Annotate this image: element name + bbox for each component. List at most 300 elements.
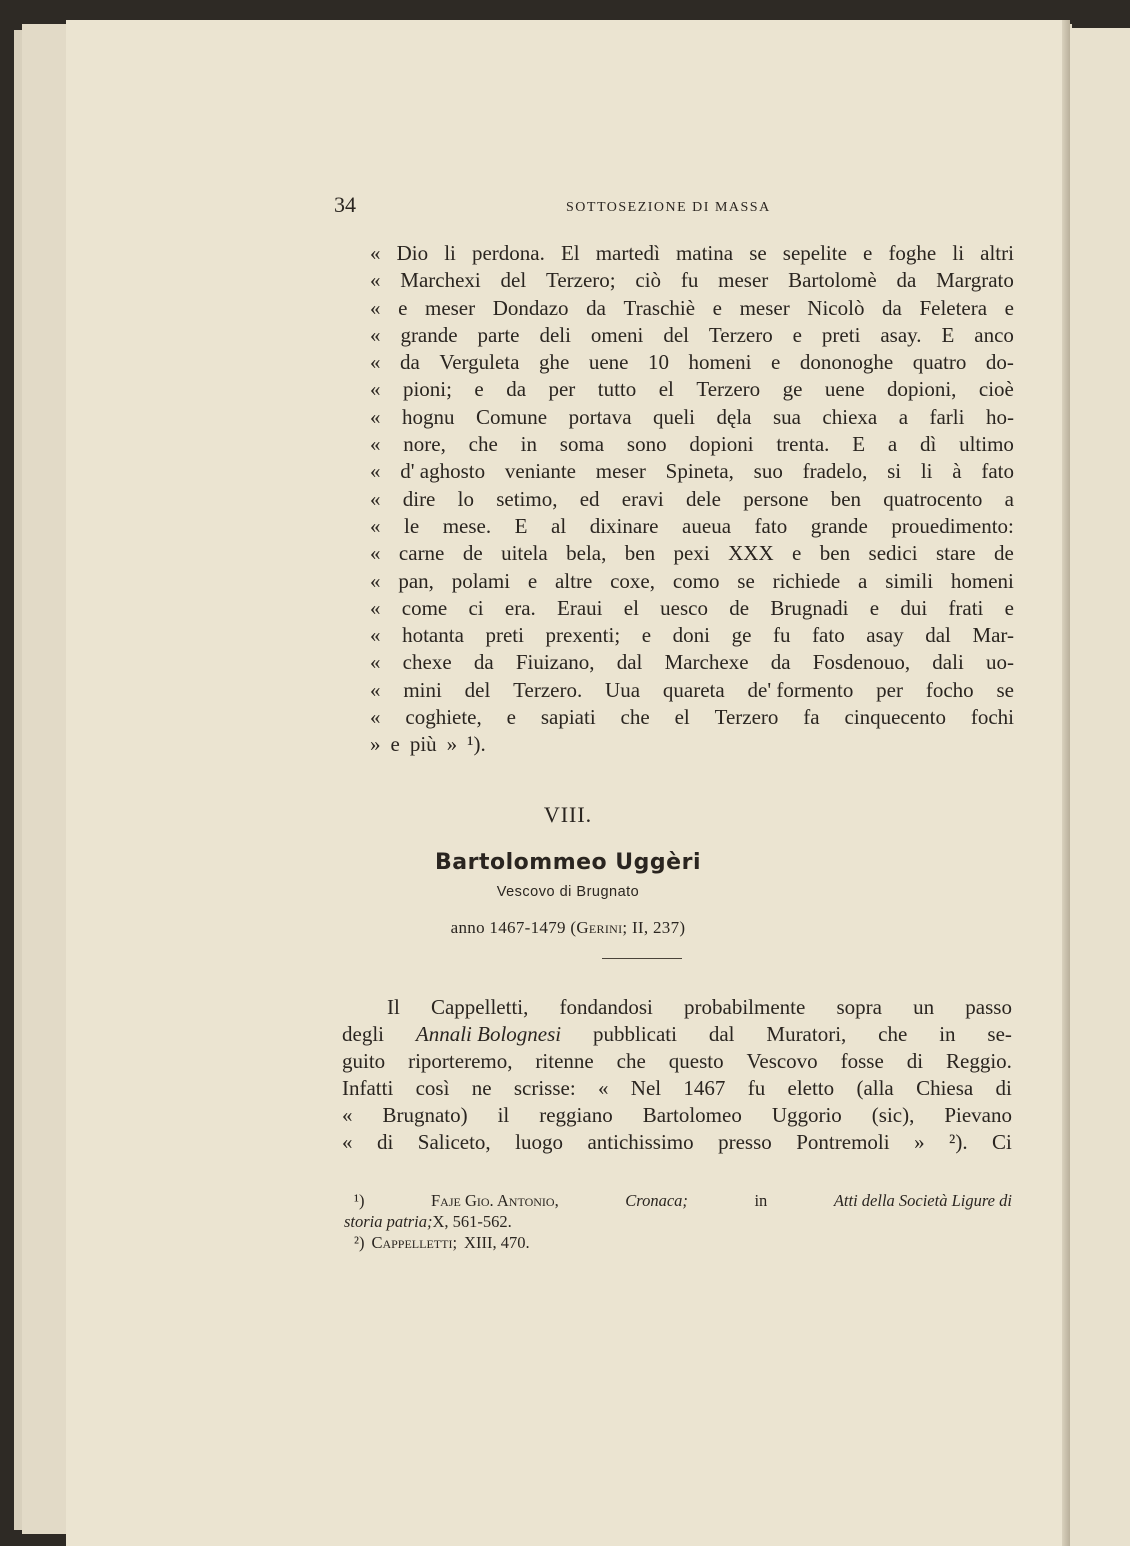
word: mese. [442, 513, 492, 538]
word: un [913, 995, 935, 1019]
word: così [415, 1076, 450, 1100]
word: ho- [985, 404, 1014, 429]
quote-line [370, 376, 1014, 403]
word: coxe, [610, 568, 656, 593]
word: coghiete, [405, 705, 482, 730]
word: probabilmente [684, 995, 806, 1019]
word: frati [948, 595, 984, 620]
word: Terzero [696, 377, 761, 402]
word: a [887, 432, 898, 457]
word: sepelite [782, 241, 847, 265]
word: sono [626, 432, 667, 457]
word: e [474, 377, 484, 402]
word: XXX [728, 541, 774, 566]
word: omeni [590, 322, 644, 347]
word: Terzero [708, 322, 773, 347]
word: quatro [912, 350, 967, 375]
word: altre [554, 568, 593, 593]
word: « [370, 322, 381, 347]
word: setimo, [496, 486, 558, 511]
word: Eraui [557, 595, 603, 620]
word: « [370, 623, 381, 648]
word: bela, [566, 541, 607, 566]
word: « [370, 404, 381, 429]
word: meser [595, 459, 646, 484]
word: che [616, 1049, 646, 1073]
word: aueua [682, 513, 732, 538]
word: simili [885, 568, 934, 593]
quote-line [370, 458, 1014, 485]
word: li [920, 459, 933, 484]
word: Terzero. [513, 677, 583, 702]
paragraph-line [342, 1048, 1012, 1075]
quote-line [370, 595, 1014, 622]
word: sedici [868, 541, 918, 566]
word: Brugnato) [382, 1103, 468, 1127]
bishop-dates: anno 1467-1479 (Gerini; II, 237) [450, 918, 686, 937]
word: foghe [888, 241, 937, 265]
section-divider [602, 958, 682, 959]
word: dali [932, 650, 964, 675]
word: asay [866, 623, 904, 648]
word: chiexa [822, 404, 878, 429]
running-head [66, 192, 1070, 222]
word: Infatti [342, 1076, 394, 1100]
word: e [506, 705, 516, 730]
word: e [712, 295, 722, 320]
word: in [520, 432, 537, 457]
word: polami [451, 568, 511, 593]
page-gutter-shadow [1062, 20, 1070, 1546]
word: Bartolomeo [642, 1103, 742, 1127]
word: » [370, 732, 381, 757]
word: d' aghosto [400, 459, 486, 484]
word: Ci [992, 1130, 1012, 1154]
word: Brugnadi [770, 595, 849, 620]
word: Terzero; [545, 268, 616, 293]
word: guito [342, 1049, 386, 1073]
word: richiede [772, 568, 841, 593]
word: Verguleta [439, 350, 520, 375]
word: « [370, 295, 381, 320]
footnote-1: ¹) Faje Gio. Antonio, Cronaca; in Atti della Società Ligure di [354, 1191, 1012, 1210]
word: era. [504, 595, 536, 620]
word: dęla [716, 404, 752, 429]
word: ghe [538, 350, 570, 375]
paragraph-line [342, 994, 1012, 1021]
word: fosse [840, 1049, 884, 1073]
word: como [672, 568, 720, 593]
word: E [852, 432, 866, 457]
word: focho [925, 677, 974, 702]
word: stare [935, 541, 976, 566]
word: del [500, 268, 527, 293]
word: « [370, 595, 381, 620]
word: « [597, 1076, 609, 1100]
word: 1467 [683, 1076, 726, 1100]
word: antichissimo [587, 1130, 694, 1154]
word: Dio [396, 241, 429, 265]
word: pioni; [402, 377, 452, 402]
word: ultimo [959, 432, 1014, 457]
word: a [898, 404, 909, 429]
word: Cappelletti, [430, 995, 529, 1019]
word: altri [980, 241, 1014, 265]
word: da [473, 650, 494, 675]
word: Spineta, [665, 459, 734, 484]
word: e [771, 350, 781, 375]
word: chexe [402, 650, 452, 675]
word: da [586, 295, 606, 320]
word: queli [653, 404, 696, 429]
word: Feletera [919, 295, 988, 320]
footnote-2: ²) Cappelletti; XIII, 470. [354, 1233, 530, 1252]
word: e [1004, 595, 1014, 620]
word: uitela [501, 541, 548, 566]
quote-line [370, 295, 1014, 322]
word: el [674, 705, 690, 730]
word: dui [900, 595, 928, 620]
footnote-1-continued: storia patria; X, 561-562. [344, 1212, 512, 1231]
word: fondandosi [559, 995, 653, 1019]
word: dopioni [689, 432, 754, 457]
word: « [370, 268, 381, 293]
quote-line [370, 568, 1014, 595]
word: E [514, 513, 528, 538]
word: se- [987, 1022, 1012, 1046]
word: Pievano [944, 1103, 1012, 1127]
word: da [506, 377, 527, 402]
word: nore, [403, 432, 446, 457]
word: dele [685, 486, 721, 511]
word: Pontremoli [796, 1130, 890, 1154]
word: Muratori, [766, 1022, 847, 1046]
quote-line [370, 431, 1014, 458]
quote-line [370, 322, 1014, 349]
word: grande [810, 513, 868, 538]
word: li [952, 241, 965, 265]
word: anco [974, 322, 1014, 347]
word: preti [821, 322, 861, 347]
word: grande [400, 322, 458, 347]
word: e [641, 623, 652, 648]
word: fradelo, [802, 459, 868, 484]
bishop-subtitle: Vescovo di Brugnato [496, 884, 640, 900]
word: Mar- [972, 623, 1014, 648]
word: E [941, 322, 955, 347]
word: asay. [880, 322, 922, 347]
word: da [896, 268, 917, 293]
word: Vescovo [746, 1049, 818, 1073]
word: Fiuizano, [515, 650, 595, 675]
word: soma [559, 432, 605, 457]
word: ne [471, 1076, 492, 1100]
word: e [1004, 295, 1014, 320]
word: Reggio. [946, 1049, 1012, 1073]
word: matina [675, 241, 734, 265]
word: del [464, 677, 491, 702]
bishop-name-heading: Bartolommeo Uggèri [435, 850, 701, 875]
word: luogo [515, 1130, 563, 1154]
word: el [623, 595, 639, 620]
word: homeni [688, 350, 752, 375]
dates-author: Gerini [576, 918, 623, 937]
word: de [994, 541, 1014, 566]
word: a [858, 568, 868, 593]
word: uene [588, 350, 629, 375]
word: quatrocento [883, 486, 983, 511]
word: doni [672, 623, 710, 648]
word: homeni [950, 568, 1014, 593]
word: « [370, 650, 381, 675]
quote-line [370, 513, 1014, 540]
running-title: SOTTOSEZIONE DI MASSA [566, 200, 771, 215]
word: il [497, 1103, 510, 1127]
word: del [663, 322, 689, 347]
word: dal [925, 623, 951, 648]
section-number: VIII. [543, 802, 593, 827]
word: persone [743, 486, 809, 511]
word: « [370, 513, 381, 538]
word: pubblicati [593, 1022, 677, 1046]
paragraph-line: degli Annali Bolognesi pubblicati dal Muratori, che in se- [342, 1022, 1012, 1046]
word: do- [985, 350, 1014, 375]
word: Il [387, 995, 400, 1019]
word: e [398, 295, 408, 320]
italic-title: Annali Bolognesi [415, 1022, 562, 1046]
word: che [620, 705, 650, 730]
word: « [370, 241, 381, 265]
word: presso [718, 1130, 772, 1154]
word: Nel [630, 1076, 662, 1100]
word: passo [965, 995, 1012, 1019]
word: ben [819, 541, 851, 566]
book-page [66, 20, 1070, 1546]
word: ben [624, 541, 656, 566]
word: uo- [985, 650, 1014, 675]
word: preti [485, 623, 524, 648]
word: li [444, 241, 456, 265]
word: dopioni, [887, 377, 957, 402]
quote-line [370, 540, 1014, 567]
word: prouedimento: [891, 513, 1014, 538]
word: fato [981, 459, 1014, 484]
word: che [878, 1022, 908, 1046]
word: » [446, 732, 458, 757]
word: Chiesa [916, 1076, 974, 1100]
word: fato [754, 513, 788, 538]
quote-line [370, 404, 1014, 431]
word: come [401, 595, 448, 620]
word: Uua [605, 677, 641, 702]
word: El [560, 241, 580, 265]
word: portava [568, 404, 632, 429]
word: uesco [660, 595, 708, 620]
word: deli [539, 322, 571, 347]
word: questo [668, 1049, 724, 1073]
word: tutto [597, 377, 637, 402]
word: ci [468, 595, 484, 620]
word: e [527, 568, 538, 593]
word: a [1004, 486, 1014, 511]
word: ciò [635, 268, 662, 293]
word: Uggorio [771, 1103, 842, 1127]
word: Bartolomè [788, 268, 877, 293]
word: da [400, 350, 420, 375]
word: meser [739, 295, 790, 320]
word: trenta. [776, 432, 830, 457]
word: dal [708, 1022, 735, 1046]
word: si [887, 459, 902, 484]
word: prexenti; [545, 623, 621, 648]
word: » [914, 1130, 925, 1154]
word: à [952, 459, 962, 484]
word: mini [403, 677, 442, 702]
word: ¹). [467, 732, 486, 757]
paragraph-line [342, 1075, 1012, 1102]
word: pexi [673, 541, 710, 566]
quote-line [370, 622, 1014, 649]
word: fochi [970, 705, 1014, 730]
word: carne [398, 541, 445, 566]
word: Nicolò [807, 295, 865, 320]
word: ²). [949, 1130, 968, 1154]
word: suo [753, 459, 783, 484]
word: di [995, 1076, 1012, 1100]
word: sopra [836, 995, 882, 1019]
word: Terzero [714, 705, 779, 730]
word: dal [616, 650, 643, 675]
word: hotanta [402, 623, 464, 648]
word: da [882, 295, 902, 320]
quote-line [370, 349, 1014, 376]
word: più [409, 732, 437, 757]
quote-line [370, 677, 1014, 704]
word: hognu [401, 404, 455, 429]
word: de' formento [747, 677, 854, 702]
word: « [370, 705, 381, 730]
word: « [370, 459, 381, 484]
word: Traschiè [623, 295, 696, 320]
word: martedì [595, 241, 660, 265]
word: « [342, 1103, 353, 1127]
quote-line [370, 704, 1014, 731]
word: de [729, 595, 750, 620]
word: « [370, 350, 381, 375]
word: riporteremo, [408, 1049, 513, 1073]
body-paragraph [342, 994, 1012, 1156]
word: « [370, 677, 381, 702]
paragraph-line [342, 1129, 1012, 1156]
word: Fosdenouo, [812, 650, 911, 675]
word: farli [929, 404, 965, 429]
word: fa [803, 705, 820, 730]
word: (sic), [871, 1103, 915, 1127]
word: Marchexi [400, 268, 481, 293]
word: per [876, 677, 903, 702]
word: « [342, 1130, 353, 1154]
word: se [737, 568, 755, 593]
word: fu [680, 268, 699, 293]
word: de [462, 541, 483, 566]
word: e [390, 732, 400, 757]
word: Margrato [936, 268, 1014, 293]
word: (alla [856, 1076, 894, 1100]
word: fu [772, 623, 791, 648]
word: sapiati [540, 705, 596, 730]
footnotes [344, 1190, 1012, 1253]
facing-page-edge [1070, 28, 1130, 1546]
word: cioè [978, 377, 1014, 402]
quote-line [370, 486, 1014, 513]
word: « [370, 432, 381, 457]
word: al [551, 513, 567, 538]
word: parte [477, 322, 520, 347]
word: le [404, 513, 420, 538]
word: e [869, 595, 880, 620]
word: eravi [621, 486, 664, 511]
word: « [370, 541, 381, 566]
word: 10 [647, 350, 669, 375]
word: dononoghe [799, 350, 894, 375]
word: « [370, 377, 381, 402]
word: che [468, 432, 498, 457]
chronicle-quotation [370, 240, 1014, 759]
quote-line [370, 649, 1014, 676]
word: ben [830, 486, 862, 511]
word: sua [772, 404, 801, 429]
word: meser [718, 268, 769, 293]
word: pan, [398, 568, 434, 593]
word: perdona. [471, 241, 545, 265]
word: el [658, 377, 674, 402]
word: ge [731, 623, 752, 648]
word: e [792, 322, 802, 347]
word: ritenne [535, 1049, 594, 1073]
word: quareta [662, 677, 725, 702]
word: dire [402, 486, 436, 511]
word: da [770, 650, 791, 675]
word: se [749, 241, 767, 265]
word: Saliceto, [417, 1130, 491, 1154]
word: Dondazo [492, 295, 569, 320]
paragraph-line [342, 1102, 1012, 1129]
word: se [996, 677, 1014, 702]
word: e [792, 541, 802, 566]
quote-line [370, 240, 1014, 267]
word: « [370, 486, 381, 511]
word: e [863, 241, 873, 265]
page-number: 34 [334, 192, 356, 217]
word: dì [919, 432, 937, 457]
word: Comune [475, 404, 548, 429]
word: per [548, 377, 576, 402]
word: fu [747, 1076, 766, 1100]
word: di [906, 1049, 924, 1073]
word: veniante [504, 459, 577, 484]
word: scrisse: [513, 1076, 576, 1100]
word: uene [824, 377, 865, 402]
word: eletto [787, 1076, 835, 1100]
quote-line [370, 267, 1014, 294]
word: reggiano [539, 1103, 613, 1127]
word: cinquecento [844, 705, 946, 730]
word: dixinare [589, 513, 659, 538]
word: meser [424, 295, 476, 320]
word: « [370, 568, 381, 593]
word: di [376, 1130, 394, 1154]
word: in [939, 1022, 956, 1046]
